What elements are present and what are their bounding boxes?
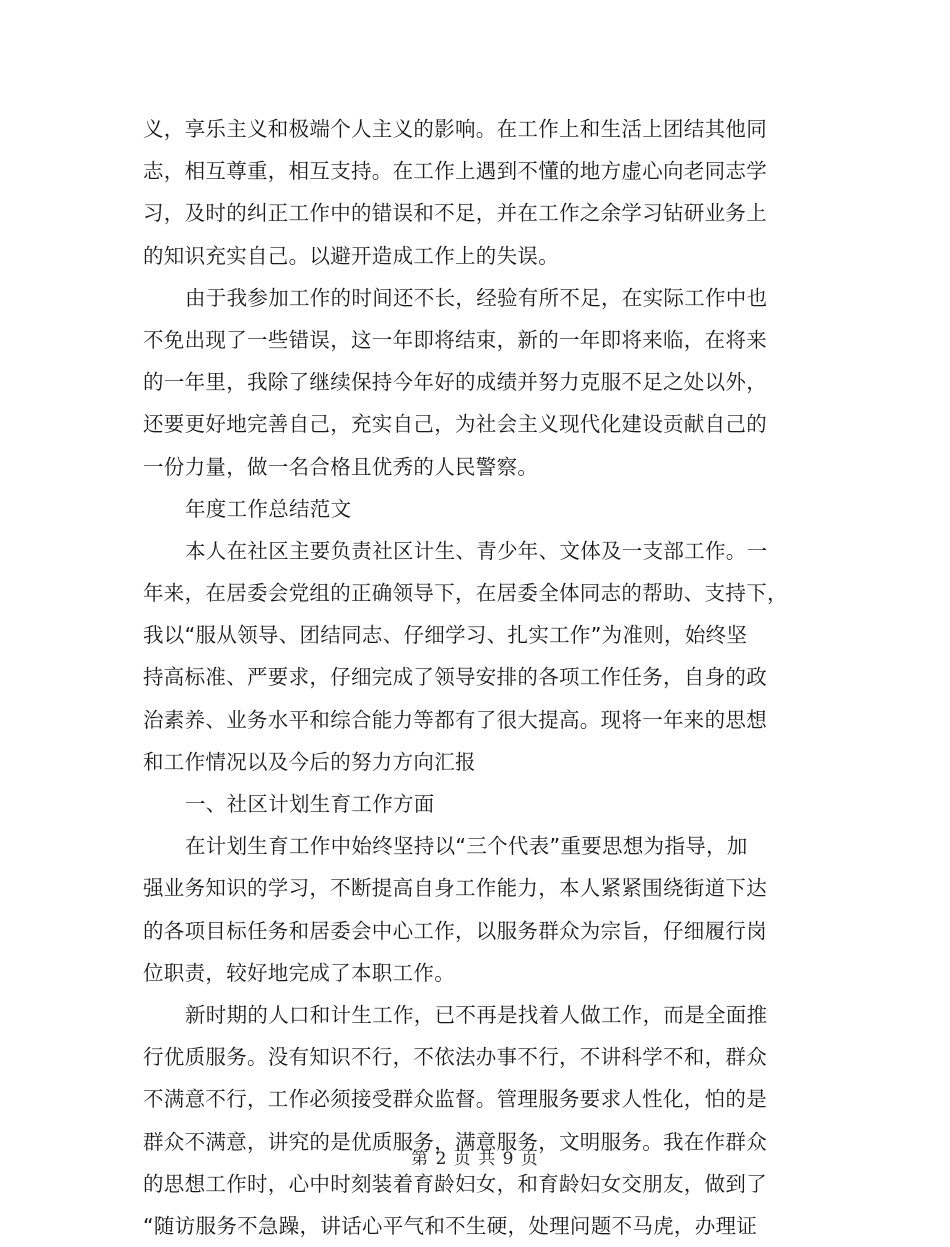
text-line: 还要更好地完善自己，充实自己，为社会主义现代化建设贡献自己的 — [143, 412, 767, 437]
text-line: 一份力量，做一名合格且优秀的人民警察。 — [143, 454, 539, 479]
text-line: “随访服务不急躁，讲话心平气和不生硬，处理问题不马虎，办理证 — [143, 1213, 758, 1238]
text-line: 义，享乐主义和极端个人主义的影响。在工作上和生活上团结其他同 — [143, 117, 767, 141]
text-line: 由于我参加工作的时间还不长，经验有所不足，在实际工作中也 — [185, 285, 768, 310]
text-line: 的思想工作时，心中时刻装着育龄妇女，和育龄妇女交朋友，做到了 — [143, 1171, 767, 1196]
text-line: 本人在社区主要负责社区计生、青少年、文体及一支部工作。一 — [185, 538, 768, 563]
text-line: 强业务知识的学习，不断提高自身工作能力，本人紧紧围绕街道下达 — [143, 876, 767, 901]
text-line: 一、社区计划生育工作方面 — [185, 792, 435, 816]
text-line: 新时期的人口和计生工作，已不再是找着人做工作，而是全面推 — [185, 1002, 768, 1027]
page-footer: 第 2 页 共 9 页 — [411, 1149, 539, 1169]
text-line: 年来，在居委会党组的正确领导下，在居委全体同志的帮助、支持下， — [143, 581, 788, 606]
text-line: 治素养、业务水平和综合能力等都有了很大提高。现将一年来的思想 — [143, 707, 767, 732]
text-line: 不免出现了一些错误，这一年即将结束，新的一年即将来临，在将来 — [143, 327, 767, 352]
text-line: 群众不满意，讲究的是优质服务，满意服务，文明服务。我在作群众 — [143, 1129, 767, 1154]
text-line: 在计划生育工作中始终坚持以“三个代表”重要思想为指导，加 — [185, 834, 748, 859]
text-line: 我以“服从领导、团结同志、仔细学习、扎实工作”为准则，始终坚 — [143, 623, 748, 648]
text-line: 的知识充实自己。以避开造成工作上的失误。 — [143, 243, 559, 268]
text-line: 习，及时的纠正工作中的错误和不足，并在工作之余学习钻研业务上 — [143, 201, 767, 226]
text-line: 和工作情况以及今后的努力方向汇报 — [143, 749, 476, 774]
document-body — [143, 108, 813, 1247]
text-line: 不满意不行，工作必须接受群众监督。管理服务要求人性化，怕的是 — [143, 1087, 767, 1112]
text-line: 行优质服务。没有知识不行，不依法办事不行，不讲科学不和，群众 — [143, 1045, 767, 1070]
text-line: 持高标准、严要求，仔细完成了领导安排的各项工作任务，自身的政 — [143, 665, 767, 690]
text-line: 的一年里，我除了继续保持今年好的成绩并努力克服不足之处以外， — [143, 370, 767, 395]
text-line: 位职责，较好地完成了本职工作。 — [143, 960, 455, 985]
text-line: 年度工作总结范文 — [185, 496, 352, 521]
text-line: 志，相互尊重，相互支持。在工作上遇到不懂的地方虚心向老同志学 — [143, 159, 767, 184]
text-line: 的各项目标任务和居委会中心工作，以服务群众为宗旨，仔细履行岗 — [143, 918, 767, 943]
